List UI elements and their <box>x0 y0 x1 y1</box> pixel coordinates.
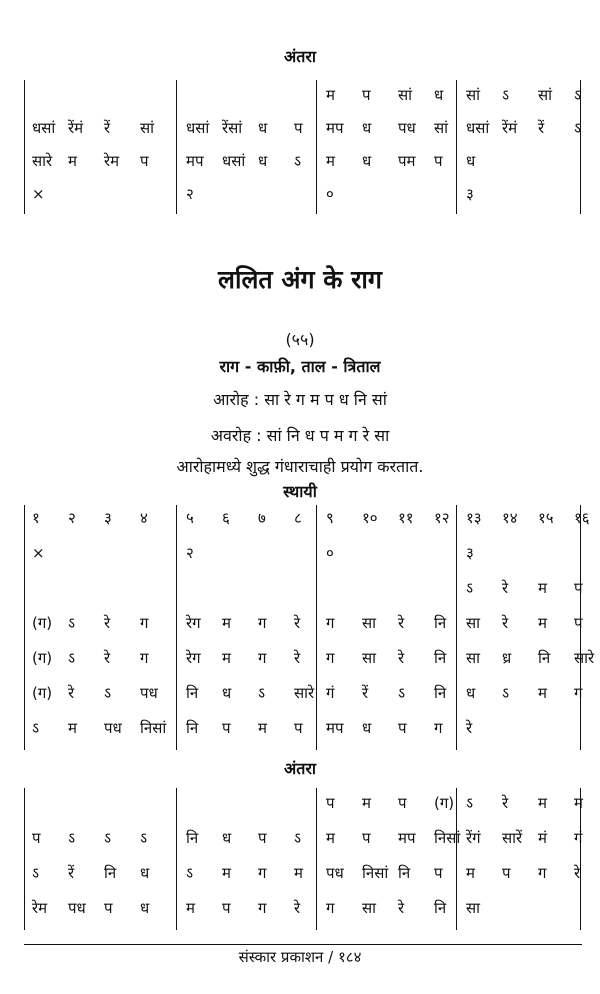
swar-note: सां <box>434 119 449 137</box>
swar-note: धसां <box>32 119 56 137</box>
swar-note: २ <box>68 509 76 527</box>
swar-note: प <box>32 829 41 847</box>
swar-note: निसां <box>140 719 167 737</box>
swar-note: नि <box>538 649 551 667</box>
swar-note: प <box>294 119 303 137</box>
swar-note: रेंमं <box>68 119 84 137</box>
swar-note: नि <box>434 614 447 632</box>
swar-note: सा <box>466 899 481 917</box>
swar-note: म <box>538 684 547 702</box>
swar-note: ऽ <box>140 829 148 847</box>
swar-note: नि <box>186 684 199 702</box>
swar-note: ऽ <box>294 829 302 847</box>
swar-note: प <box>434 864 443 882</box>
notation-row <box>24 115 584 141</box>
page-footer: संस्कार प्रकाशन / १८४ <box>238 948 362 966</box>
swar-note: म <box>222 649 231 667</box>
swar-note: ग <box>140 614 149 632</box>
swar-note: धसां <box>466 119 490 137</box>
swar-note: म <box>538 794 547 812</box>
swar-note: ५ <box>186 509 194 527</box>
swar-note: ग <box>538 864 547 882</box>
swar-note: रे <box>398 899 405 917</box>
swar-note: म <box>538 579 547 597</box>
swar-note: नि <box>186 719 199 737</box>
swar-note: म <box>68 152 77 170</box>
swar-note: मप <box>186 152 204 170</box>
swar-note: प <box>222 899 231 917</box>
swar-note: (ग) <box>434 794 455 812</box>
swar-note: रे <box>294 899 301 917</box>
swar-note: रे <box>104 649 111 667</box>
swar-note: १५ <box>538 509 554 527</box>
swar-note: गं <box>326 684 335 702</box>
swar-note: पध <box>398 119 416 137</box>
swar-note: पध <box>68 899 86 917</box>
swar-note: नि <box>104 864 117 882</box>
swar-note: नि <box>186 829 199 847</box>
swar-note: प <box>222 719 231 737</box>
swar-note: ग <box>326 614 335 632</box>
swar-note: ध <box>222 829 232 847</box>
swar-note: प <box>104 899 113 917</box>
swar-note: सां <box>466 86 481 104</box>
swar-note: ऽ <box>104 684 112 702</box>
swar-note: ऽ <box>466 579 474 597</box>
swar-note: म <box>326 152 335 170</box>
swar-note: रे <box>398 649 405 667</box>
swar-note: पम <box>398 152 416 170</box>
swar-note: म <box>362 794 371 812</box>
swar-note: प <box>574 614 583 632</box>
swar-note: प <box>502 864 511 882</box>
swar-note: प <box>258 829 267 847</box>
swar-note: (ग) <box>32 649 53 667</box>
sthayi-heading: स्थायी <box>283 482 317 501</box>
swar-note: सा <box>466 649 481 667</box>
swar-note: ऽ <box>258 684 266 702</box>
swar-note: गं <box>574 829 583 847</box>
swar-note: प <box>362 829 371 847</box>
swar-note: सा <box>362 899 377 917</box>
swar-note: १६ <box>574 509 590 527</box>
swar-note: ऽ <box>574 86 582 104</box>
swar-note: सां <box>398 86 413 104</box>
aaroh-line: आरोह : सा रे ग म प ध नि सां <box>213 390 387 409</box>
notation-row <box>24 148 584 174</box>
antara-top-heading: अंतरा <box>283 47 317 66</box>
swar-note: ग <box>434 719 443 737</box>
swar-note: रेम <box>104 152 120 170</box>
swar-note: ग <box>574 684 583 702</box>
swar-note: रे <box>294 614 301 632</box>
swar-note: रेम <box>32 899 48 917</box>
swar-note: सा <box>466 614 481 632</box>
swar-note: ऽ <box>104 829 112 847</box>
swar-note: प <box>574 579 583 597</box>
swar-note: रे <box>502 579 509 597</box>
swar-note: म <box>186 899 195 917</box>
swar-note: ध <box>258 119 268 137</box>
swar-note: पध <box>140 684 158 702</box>
swar-note: रेंसां <box>222 119 243 137</box>
swar-note: ग <box>326 899 335 917</box>
swar-note: ग <box>258 649 267 667</box>
swar-note: रेंमं <box>502 119 518 137</box>
swar-note: मप <box>398 829 416 847</box>
swar-note: म <box>68 719 77 737</box>
swar-note: रे <box>294 649 301 667</box>
notation-row <box>24 680 584 706</box>
swar-note: प <box>398 794 407 812</box>
swar-note: म <box>258 719 267 737</box>
notation-row <box>24 645 595 671</box>
swar-note: निसां <box>362 864 389 882</box>
swar-note: ८ <box>294 509 302 527</box>
swar-note: म <box>222 614 231 632</box>
footer-rule <box>24 944 582 945</box>
swar-note: म <box>222 864 231 882</box>
swar-note: ३ <box>104 509 112 527</box>
swar-note: सां <box>538 86 553 104</box>
swar-note: १ <box>32 509 40 527</box>
antara-bottom-heading: अंतरा <box>283 759 317 778</box>
notation-row <box>24 895 584 921</box>
avroh-line: अवरोह : सां नि ध प म ग रे सा <box>210 426 390 445</box>
swar-note: रे <box>502 794 509 812</box>
swar-note: रे <box>398 614 405 632</box>
swar-note: ० <box>326 544 334 562</box>
notation-row <box>24 860 584 886</box>
swar-note: ग <box>140 649 149 667</box>
swar-note: नि <box>434 684 447 702</box>
antara-bottom-notation <box>24 788 584 928</box>
swar-note: ३ <box>466 185 474 203</box>
swar-note: सारे <box>574 649 595 667</box>
swar-note: ग <box>258 864 267 882</box>
swar-note: ध <box>362 119 372 137</box>
swar-note: × <box>32 544 45 562</box>
swar-note: ध <box>140 899 150 917</box>
section-title: ललित अंग के राग <box>218 265 382 294</box>
notation-row <box>24 540 584 566</box>
swar-note: ध <box>434 86 444 104</box>
swar-note: × <box>32 185 45 203</box>
antara-top-notation <box>24 80 584 220</box>
raag-line: राग - काफ़ी, ताल - त्रिताल <box>219 357 381 376</box>
swar-note: ऽ <box>186 864 194 882</box>
notation-row <box>24 575 584 601</box>
swar-note: नि <box>434 649 447 667</box>
swar-note: सारें <box>502 829 523 847</box>
swar-note: रेग <box>186 649 201 667</box>
swar-note: ऽ <box>502 684 510 702</box>
notation-row <box>24 715 584 741</box>
swar-note: ध <box>362 719 372 737</box>
swar-note: ३ <box>466 544 474 562</box>
swar-note: ऽ <box>574 119 582 137</box>
swar-note: ध <box>466 684 476 702</box>
swar-note: धसां <box>186 119 210 137</box>
swar-note: ११ <box>398 509 414 527</box>
swar-note: ६ <box>222 509 230 527</box>
swar-note: ध <box>362 152 372 170</box>
note-line: आरोहामध्ये शुद्ध गंधाराचाही प्रयोग करतात. <box>176 457 424 476</box>
swar-note: ध <box>140 864 150 882</box>
swar-note: ऽ <box>68 649 76 667</box>
swar-note: प <box>434 152 443 170</box>
swar-note: (ग) <box>32 614 53 632</box>
swar-note: ऽ <box>502 86 510 104</box>
swar-note: सा <box>362 649 377 667</box>
swar-note: मं <box>538 829 547 847</box>
swar-note: २ <box>186 544 194 562</box>
swar-note: ऽ <box>32 864 40 882</box>
swar-note: ऽ <box>32 719 40 737</box>
swar-note: १२ <box>434 509 450 527</box>
swar-note: ऽ <box>68 829 76 847</box>
swar-note: मप <box>326 119 344 137</box>
swar-note: म <box>538 614 547 632</box>
notation-row <box>24 610 584 636</box>
swar-note: रे <box>68 684 75 702</box>
swar-note: सारे <box>32 152 53 170</box>
swar-note: पध <box>104 719 122 737</box>
notation-row <box>24 790 584 816</box>
swar-note: मप <box>326 719 344 737</box>
swar-note: ध <box>466 152 476 170</box>
swar-note: ४ <box>140 509 148 527</box>
song-number: (५५) <box>285 330 315 349</box>
swar-note: प <box>294 719 303 737</box>
swar-note: प <box>326 794 335 812</box>
notation-row <box>24 181 584 207</box>
swar-note: ऽ <box>294 152 302 170</box>
swar-note: म <box>294 864 303 882</box>
swar-note: म <box>466 864 475 882</box>
swar-note: ग <box>258 614 267 632</box>
swar-note: नि <box>434 899 447 917</box>
swar-note: ग <box>258 899 267 917</box>
swar-note: निसां <box>434 829 461 847</box>
swar-note: १० <box>362 509 378 527</box>
swar-note: ० <box>326 185 334 203</box>
swar-note: रें <box>68 864 75 882</box>
swar-note: १४ <box>502 509 518 527</box>
swar-note: ग <box>326 649 335 667</box>
swar-note: म <box>574 794 583 812</box>
swar-note: म <box>326 829 335 847</box>
swar-note: १३ <box>466 509 482 527</box>
swar-note: ९ <box>326 509 334 527</box>
swar-note: रे <box>466 719 473 737</box>
swar-note: सा <box>362 614 377 632</box>
swar-note: रेग <box>186 614 201 632</box>
swar-note: पध <box>326 864 344 882</box>
swar-note: रेंगं <box>466 829 481 847</box>
swar-note: प <box>140 152 149 170</box>
swar-note: प <box>398 719 407 737</box>
swar-note: ऽ <box>68 614 76 632</box>
swar-note: ध्र <box>502 649 512 667</box>
swar-note: (ग) <box>32 684 53 702</box>
swar-note: ध <box>258 152 268 170</box>
swar-note: ध <box>222 684 232 702</box>
swar-note: नि <box>398 864 411 882</box>
sthayi-notation <box>24 505 595 750</box>
notation-row <box>24 82 584 108</box>
swar-note: ७ <box>258 509 266 527</box>
swar-note: रें <box>362 684 369 702</box>
swar-note: रे <box>104 614 111 632</box>
swar-note: रें <box>104 119 111 137</box>
swar-note: सां <box>140 119 155 137</box>
notation-row <box>24 825 584 851</box>
swar-note: २ <box>186 185 194 203</box>
swar-note: सारे <box>294 684 315 702</box>
notation-row <box>24 505 590 531</box>
swar-note: रे <box>502 614 509 632</box>
swar-note: म <box>326 86 335 104</box>
swar-note: रें <box>538 119 545 137</box>
swar-note: रे <box>574 864 581 882</box>
swar-note: प <box>362 86 371 104</box>
swar-note: धसां <box>222 152 246 170</box>
swar-note: ऽ <box>398 684 406 702</box>
swar-note: ऽ <box>466 794 474 812</box>
